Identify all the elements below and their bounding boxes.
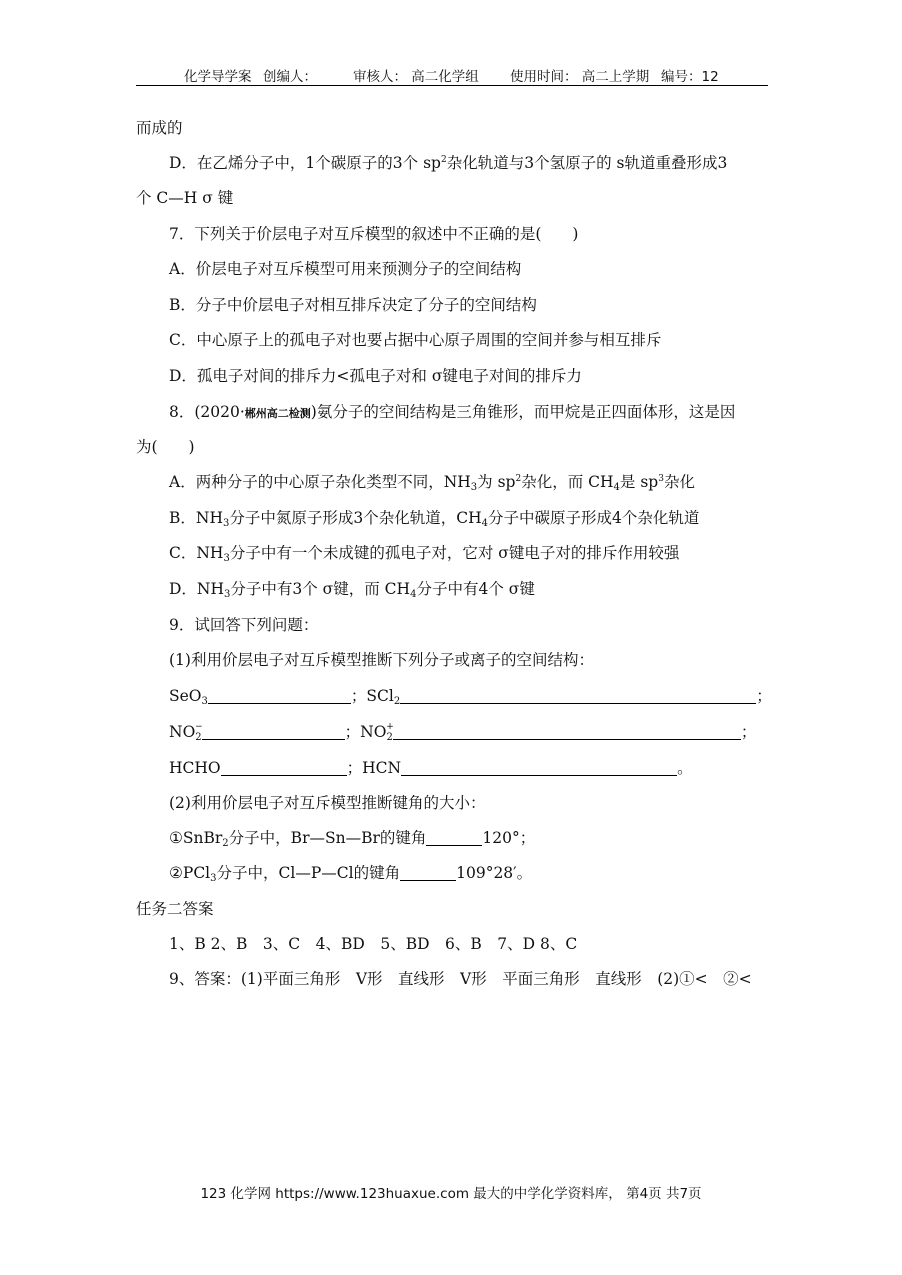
header-reviewer: 审核人： 高二化学组: [353, 69, 479, 85]
q7-option-b: B．分子中价层电子对相互排斥决定了分子的空间结构: [169, 296, 537, 314]
q8-option-c: C．$NH_3$分子中有一个未成键的孤电子对，它对 σ键电子对的排斥作用较强: [169, 544, 680, 564]
q7-option-c: C．中心原子上的孤电子对也要占据中心原子周围的空间并参与相互排斥: [169, 331, 662, 349]
answer-blank-no2-minus[interactable]: [202, 723, 345, 740]
q9-row-no2-ions: $NO_2$ − ；$NO_2$ + ；: [169, 722, 757, 743]
q7-stem: 7．下列关于价层电子对互斥模型的叙述中不正确的是( ): [169, 225, 579, 243]
q7-option-a: A．价层电子对互斥模型可用来预测分子的空间结构: [169, 260, 522, 278]
header-editor: 创编人：: [263, 69, 317, 85]
q8-option-d: D．$NH_3$分子中有3个 σ键，而 $CH_4$分子中有4个 σ键: [169, 580, 535, 600]
q6-option-d-line1: D．在乙烯分子中，1个碳原子的3个 $sp^2$杂化轨道与3个氢原子的 s轨道重叠形成3: [169, 154, 728, 172]
q9-item1: ①SnBr$_2$分子中，Br—Sn—Br的键角 120°；: [169, 829, 536, 849]
q9-part2: (2)利用价层电子对互斥模型推断键角的大小：: [169, 794, 486, 812]
answer-blank-hcho[interactable]: [221, 759, 347, 776]
page-header: [136, 64, 768, 86]
q6-tail: 而成的: [136, 119, 183, 137]
q9-stem: 9．试回答下列问题：: [169, 616, 319, 634]
q6-option-d-line2: 个 C—H σ 键: [136, 189, 234, 207]
q9-row-hcho-hcn: HCHO ；HCN 。: [169, 759, 693, 777]
q8-source-tag: 郴州高二检测: [244, 407, 311, 420]
page-footer: 123 化学网 https://www.123huaxue.com 最大的中学化学资料库， 第4页 共7页: [200, 1186, 702, 1202]
answer-blank-angle2[interactable]: [400, 864, 456, 881]
answers-title: 任务二答案: [136, 900, 214, 918]
header-number: 编号：12: [661, 69, 719, 85]
q8-stem: 8．(2020·郴州高二检测)氨分子的空间结构是三角锥形，而甲烷是正四面体形，这是因: [169, 403, 736, 421]
q8-option-b: B．$NH_3$分子中氮原子形成3个杂化轨道，$CH_4$分子中碳原子形成4个杂化轨道: [169, 509, 700, 529]
answers-line1: 1、B 2、B 3、C 4、BD 5、BD 6、B 7、D 8、C: [169, 935, 578, 953]
answers-line2: 9、答案：(1)平面三角形 V形 直线形 V形 平面三角形 直线形 (2)①< ②<: [169, 970, 752, 988]
q8-option-a: A．两种分子的中心原子杂化类型不同，$NH_3$为 $sp^2$杂化，而 $CH_4$是 $sp^3$杂化: [169, 473, 695, 493]
header-title: 化学导学案: [184, 69, 252, 85]
header-time: 使用时间： 高二上学期: [510, 69, 650, 85]
answer-blank-angle1[interactable]: [426, 829, 482, 846]
q7-option-d: D．孤电子对间的排斥力<孤电子对和 σ键电子对间的排斥力: [169, 367, 582, 385]
q9-part1: (1)利用价层电子对互斥模型推断下列分子或离子的空间结构：: [169, 651, 594, 669]
q9-item2: ②PCl$_3$分子中，Cl—P—Cl的键角 109°28′。: [169, 864, 533, 884]
q8-stem-line2: 为( ): [136, 438, 195, 456]
q9-row-seo3-scl2: SeO$_3$ ；SCl$_2$ ；: [169, 687, 772, 707]
answer-blank-seo3[interactable]: [208, 687, 351, 704]
answer-blank-scl2[interactable]: [400, 687, 756, 704]
answer-blank-hcn[interactable]: [401, 759, 677, 776]
answer-blank-no2-plus[interactable]: [393, 723, 741, 740]
